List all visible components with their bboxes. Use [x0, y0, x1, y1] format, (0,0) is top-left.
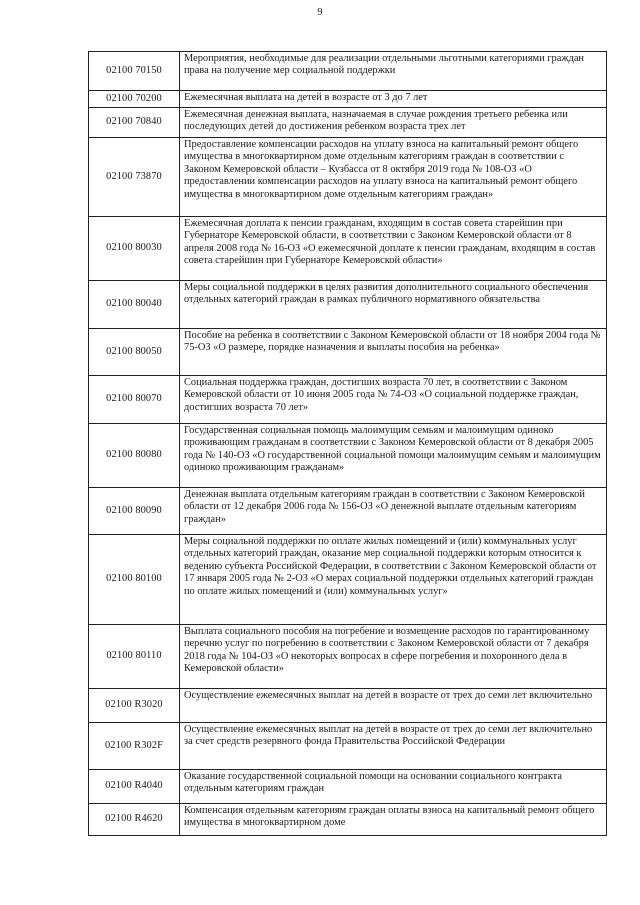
- description-cell: Компенсация отдельным категориям граждан оплаты взноса на капитальный ремонт общего имущества в многоквартирном доме: [180, 804, 607, 836]
- description-cell: Ежемесячная доплата к пенсии гражданам, входящим в состав совета старейшин при Губернаторе Кемеровской области, в соответствии с Законом Кемеровской области от 8 апреля 2008 года № 16-ОЗ «О ежемесячной доплате к пенсии гражданам, входящим в состав совета старейшин при Губернаторе Кемеровской области»: [180, 217, 607, 281]
- budget-code-cell: 02100 70150: [89, 52, 180, 91]
- page-number: 9: [317, 7, 323, 18]
- table-row: [89, 770, 607, 804]
- table-row: [89, 217, 607, 281]
- table-row: [89, 52, 607, 91]
- budget-code-cell: 02100 80100: [89, 535, 180, 625]
- description-cell: Осуществление ежемесячных выплат на детей в возрасте от трех до семи лет включительно: [180, 689, 607, 723]
- budget-code-cell: 02100 80080: [89, 424, 180, 488]
- budget-code-cell: 02100 80070: [89, 376, 180, 424]
- table-row: [89, 91, 607, 108]
- table-body: [89, 52, 607, 836]
- description-cell: Выплата социального пособия на погребение и возмещение расходов по гарантированному перечню услуг по погребению в соответствии с Законом Кемеровской области от 7 декабря 2018 года № 104-ОЗ «О некоторых вопросах в сфере погребения и похоронного дела в Кемеровской области»: [180, 625, 607, 689]
- table-row: [89, 376, 607, 424]
- budget-code-cell: 02100 R302F: [89, 723, 180, 770]
- description-cell: Меры социальной поддержки по оплате жилых помещений и (или) коммунальных услуг отдельных категорий граждан, оказание мер социальной поддержки которым относится к ведению субъекта Российской Федерации, в соответствии с Законом Кемеровской области от 17 января 2005 года № 2-ОЗ «О мерах социальной поддержки отдельных категорий граждан по оплате жилых помещений и (или) коммунальных услуг»: [180, 535, 607, 625]
- table-row: [89, 723, 607, 770]
- table-row: [89, 804, 607, 836]
- description-cell: Ежемесячная денежная выплата, назначаемая в случае рождения третьего ребенка или последующих детей до достижения ребенком возраста трех лет: [180, 108, 607, 138]
- budget-code-cell: 02100 R4620: [89, 804, 180, 836]
- table-row: [89, 138, 607, 217]
- description-cell: Мероприятия, необходимые для реализации отдельными льготными категориями граждан права на получение мер социальной поддержки: [180, 52, 607, 91]
- budget-code-cell: 02100 73870: [89, 138, 180, 217]
- budget-code-cell: 02100 70840: [89, 108, 180, 138]
- table-row: [89, 329, 607, 376]
- table-row: [89, 625, 607, 689]
- table-row: [89, 281, 607, 329]
- description-cell: Осуществление ежемесячных выплат на детей в возрасте от трех до семи лет включительно за счет средств резервного фонда Правительства Российской Федерации: [180, 723, 607, 770]
- table-row: [89, 535, 607, 625]
- description-cell: Ежемесячная выплата на детей в возрасте от 3 до 7 лет: [180, 91, 607, 108]
- budget-code-cell: 02100 70200: [89, 91, 180, 108]
- table-row: [89, 424, 607, 488]
- description-cell: Социальная поддержка граждан, достигших возраста 70 лет, в соответствии с Законом Кемеровской области от 10 июня 2005 года № 74-ОЗ «О социальной поддержке граждан, достигших возраста 70 лет»: [180, 376, 607, 424]
- description-cell: Государственная социальная помощь малоимущим семьям и малоимущим одиноко проживающим гражданам в соответствии с Законом Кемеровской области от 8 декабря 2005 года № 140-ОЗ «О государственной социальной помощи малоимущим семьям и малоимущим одиноко проживающим гражданам»: [180, 424, 607, 488]
- budget-code-cell: 02100 R4040: [89, 770, 180, 804]
- description-cell: Оказание государственной социальной помощи на основании социального контракта отдельным категориям граждан: [180, 770, 607, 804]
- table-row: [89, 689, 607, 723]
- description-cell: Денежная выплата отдельным категориям граждан в соответствии с Законом Кемеровской области от 12 декабря 2006 года № 156-ОЗ «О денежной выплате отдельным категориям граждан»: [180, 488, 607, 535]
- table-row: [89, 108, 607, 138]
- budget-codes-table: [88, 51, 607, 836]
- description-cell: Пособие на ребенка в соответствии с Законом Кемеровской области от 18 ноября 2004 года № 75-ОЗ «О размере, порядке назначения и выплаты пособия на ребенка»: [180, 329, 607, 376]
- budget-code-cell: 02100 80090: [89, 488, 180, 535]
- budget-code-cell: 02100 80030: [89, 217, 180, 281]
- budget-code-cell: 02100 80050: [89, 329, 180, 376]
- description-cell: Меры социальной поддержки в целях развития дополнительного социального обеспечения отдельных категорий граждан в рамках публичного нормативного обязательства: [180, 281, 607, 329]
- description-cell: Предоставление компенсации расходов на уплату взноса на капитальный ремонт общего имущества в многоквартирном доме отдельным категориям граждан в соответствии с Законом Кемеровской области – Кузбасса от 8 октября 2019 года № 108-ОЗ «О предоставлении компенсации расходов на уплату взноса на капитальный ремонт общего имущества в многоквартирном доме отдельным категориям граждан»: [180, 138, 607, 217]
- budget-code-cell: 02100 80110: [89, 625, 180, 689]
- table-row: [89, 488, 607, 535]
- budget-code-cell: 02100 R3020: [89, 689, 180, 723]
- budget-code-cell: 02100 80040: [89, 281, 180, 329]
